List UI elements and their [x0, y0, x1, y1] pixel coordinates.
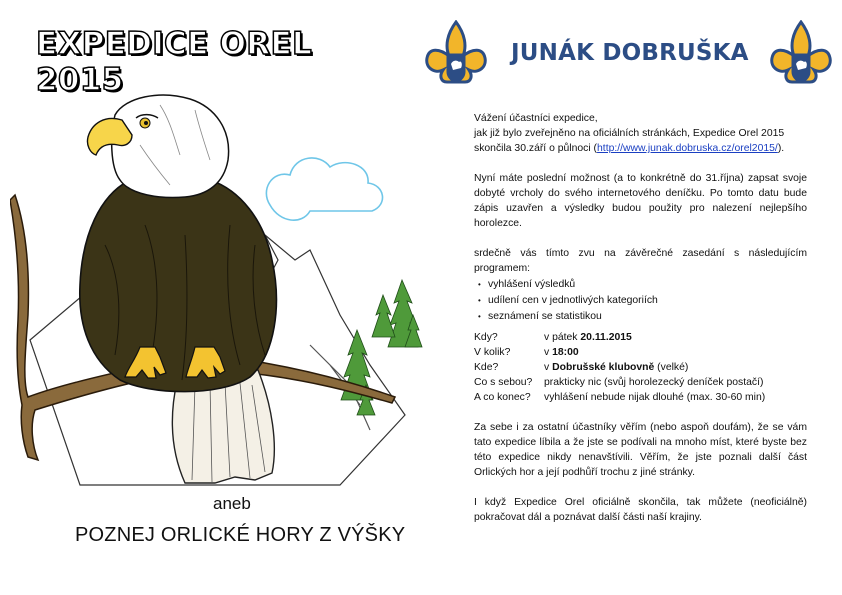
paragraph-thanks: Za sebe i za ostatní účastníky věřím (nebo aspoň doufám), že se vám tato expedice líbila a že jste se podívali na mnoho míst, které byste bez této expedice nikdy nenavštívili. Věřím, že jste poznali další část Orlických hor a její podhůří trochu z jiné stránky.: [474, 422, 807, 478]
org-name: JUNÁK DOBRUŠKA: [511, 40, 749, 66]
paragraph-invite: srdečně vás tímto zvu na závěrečné zasedání s následujícím programem:: [474, 248, 807, 274]
org-header: [425, 18, 835, 90]
eagle-body: [80, 180, 277, 392]
junak-lily-emblem-icon: [770, 20, 832, 88]
info-row-bring: Co s sebou? prakticky nic (svůj horolezecký deníček postačí): [474, 377, 764, 388]
event-subtitle: POZNEJ ORLICKÉ HORY Z VÝŠKY: [75, 524, 406, 546]
info-row-where: Kde? v Dobrušské klubovně (velké): [474, 362, 689, 373]
paragraph-announcement: jak již bylo zveřejněno na oficiálních stránkách, Expedice Orel 2015 skončila 30.září o půlnoci (http://www.junak.dobruska.cz/orel2015/).: [474, 128, 785, 154]
event-title: EXPEDICE OREL 2015: [36, 26, 313, 98]
info-row-end: A co konec? vyhlášení nebude nijak dlouhé (max. 30-60 min): [474, 392, 766, 403]
paragraph-continue: I když Expedice Orel oficiálně skončila, tak můžete (neoficiálně) pokračovat dál a poznávat další části naší krajiny.: [474, 497, 807, 523]
greeting: Vážení účastníci expedice,: [474, 113, 598, 124]
list-item: • seznámení se statistikou: [474, 309, 807, 324]
subtitle-connector: aneb: [213, 494, 251, 513]
list-item: • vyhlášení výsledků: [474, 277, 807, 292]
eagle-illustration: [10, 85, 430, 490]
list-item: • udílení cen v jednotlivých kategoriích: [474, 293, 807, 308]
cloud-outline: [266, 158, 382, 220]
orel2015-link[interactable]: http://www.junak.dobruska.cz/orel2015/: [597, 143, 778, 154]
paragraph-deadline: Nyní máte poslední možnost (a to konkrétně do 31.října) zapsat svoje dobyté vrcholy do svého internetového deníčku. Po tomto datu bude zápis uzavřen a výsledky budou použity pro nalezení nejlepšího horolezce.: [474, 173, 807, 229]
invitation-letter: [474, 111, 807, 525]
info-row-time: V kolik? v 18:00: [474, 347, 579, 358]
junak-lily-emblem-icon: [425, 20, 487, 88]
eagle-head: [112, 95, 229, 197]
program-list: [474, 277, 807, 324]
event-info-table: [474, 330, 807, 405]
info-row-when: Kdy? v pátek 20.11.2015: [474, 332, 632, 343]
